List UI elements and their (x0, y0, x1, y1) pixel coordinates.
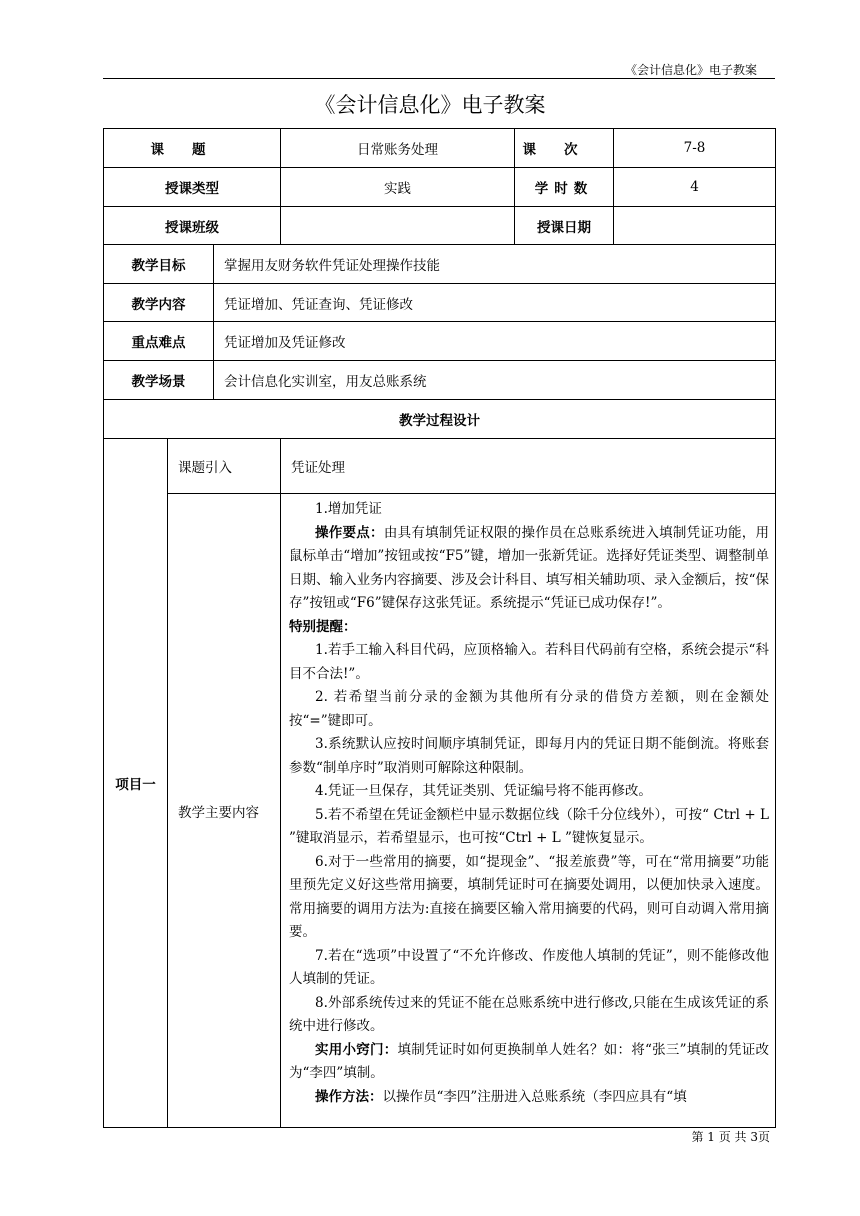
method-text: 以操作员“李四”注册进入总账系统（李四应具有“填 (382, 1088, 687, 1105)
lesson-value: 7-8 (614, 129, 776, 168)
goal-value: 掌握用友财务软件凭证处理操作技能 (214, 245, 776, 284)
reminder-1: 1.若手工输入科目代码，应顶格输入。若科目代码前有空格，系统会提示“科目不合法!”。 (289, 642, 769, 682)
reminder-7: 7.若在“选项”中设置了“不允许修改、作废他人填制的凭证”，则不能修改他人填制的凭证。 (289, 947, 769, 987)
reminder-2: 2. 若希望当前分录的金额为其他所有分录的借贷方差额，则在金额处按“=”键即可。 (289, 689, 769, 729)
topic-label: 课题 (104, 129, 281, 168)
row-class (104, 207, 776, 245)
key-label: 重点难点 (104, 322, 214, 361)
main-content (281, 494, 776, 1128)
main-content-body (289, 498, 769, 1123)
op-paragraph (289, 522, 769, 616)
method-paragraph (289, 1086, 769, 1110)
hours-label: 学时数 (515, 168, 614, 207)
method-label: 操作方法： (315, 1088, 383, 1105)
class-value (281, 207, 515, 245)
tip-label: 实用小窍门： (315, 1041, 398, 1058)
reminder-4: 4.凭证一旦保存，其凭证类别、凭证编号将不能再修改。 (315, 783, 652, 799)
intro-label: 课题引入 (168, 439, 281, 494)
intro-value: 凭证处理 (281, 439, 776, 494)
row-scene (104, 361, 776, 400)
type-label: 授课类型 (104, 168, 281, 207)
reminder-5: 5.若不希望在凭证金额栏中显示数据位线（除千分位线外），可按“ Ctrl + L ”键取消显示，若希望显示，也可按“Ctrl + L ”键恢复显示。 (289, 806, 769, 846)
row-design-heading (104, 400, 776, 439)
content-value: 凭证增加、凭证查询、凭证修改 (214, 284, 776, 322)
row-intro (104, 439, 776, 494)
row-main (104, 494, 776, 1128)
section-1-title: 1.增加凭证 (315, 501, 382, 517)
design-heading: 教学过程设计 (104, 400, 776, 439)
reminder-6: 6.对于一些常用的摘要，如“提现金”、“报差旅费”等，可在“常用摘要”功能里预先定义好这些常用摘要，填制凭证时可在摘要处调用，以便加快录入速度。常用摘要的调用方法为:直接在摘要区输入常用摘要的代码，则可自动调入常用摘要。 (289, 853, 769, 940)
topic-value: 日常账务处理 (281, 129, 515, 168)
tip-paragraph (289, 1039, 769, 1086)
class-label: 授课班级 (104, 207, 281, 245)
op-text: 由具有填制凭证权限的操作员在总账系统进入填制凭证功能，用鼠标单击“增加”按钮或按“F5”键，增加一张新凭证。选择好凭证类型、调整制单日期、输入业务内容摘要、涉及会计科目、填写相关辅助项、录入金额后，按“保存”按钮或“F6”键保存这张凭证。系统提示“凭证已成功保存!”。 (289, 524, 769, 611)
row-key (104, 322, 776, 361)
scene-value: 会计信息化实训室，用友总账系统 (214, 361, 776, 400)
page-header (103, 62, 775, 79)
content-label: 教学内容 (104, 284, 214, 322)
row-content (104, 284, 776, 322)
project-label: 项目一 (104, 439, 168, 1128)
row-goal (104, 245, 776, 284)
goal-label: 教学目标 (104, 245, 214, 284)
op-label: 操作要点： (315, 524, 384, 541)
page-footer: 第 1 页 共 3页 (691, 1130, 770, 1144)
tip-text: 填制凭证时如何更换制单人姓名？如：将“张三”填制的凭证改为“李四”填制。 (289, 1041, 769, 1081)
reminder-label: 特别提醒： (289, 618, 357, 635)
document-title: 《会计信息化》电子教案 (314, 93, 546, 117)
date-label: 授课日期 (515, 207, 614, 245)
type-value: 实践 (281, 168, 515, 207)
row-type (104, 168, 776, 207)
hours-value: 4 (614, 168, 776, 207)
main-label: 教学主要内容 (168, 494, 281, 1128)
reminder-8: 8.外部系统传过来的凭证不能在总账系统中进行修改,只能在生成该凭证的系统中进行修改。 (289, 994, 769, 1034)
scene-label: 教学场景 (104, 361, 214, 400)
lesson-label: 课次 (515, 129, 614, 168)
date-value (614, 207, 776, 245)
reminder-3: 3.系统默认应按时间顺序填制凭证，即每月内的凭证日期不能倒流。将账套参数“制单序时”取消则可解除这种限制。 (289, 736, 769, 776)
lesson-plan-table (103, 128, 776, 1128)
key-value: 凭证增加及凭证修改 (214, 322, 776, 361)
row-topic (104, 129, 776, 168)
running-title: 《会计信息化》电子教案 (624, 63, 757, 77)
